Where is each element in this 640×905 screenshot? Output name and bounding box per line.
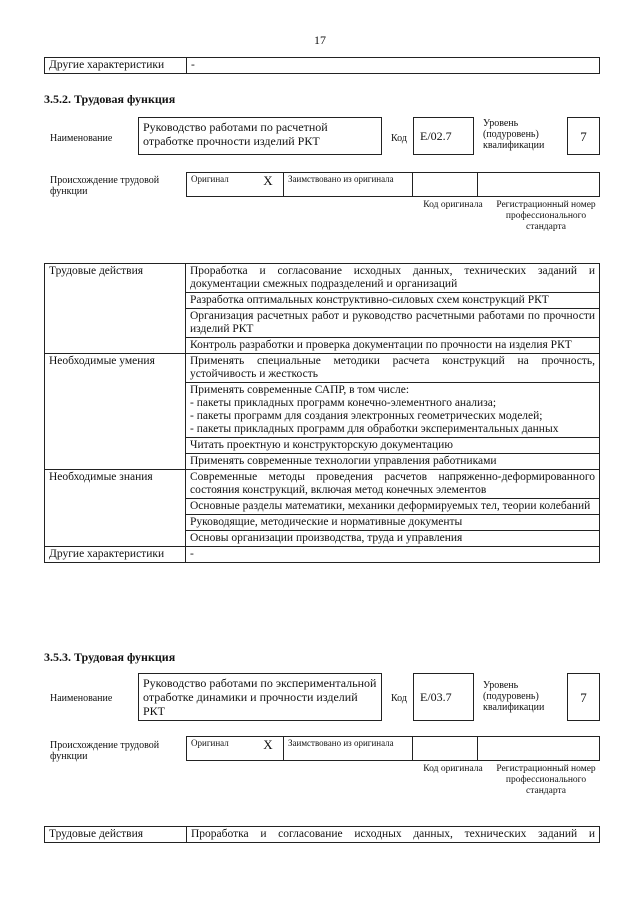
other-characteristics-value: - bbox=[186, 547, 600, 563]
labor-function-table bbox=[44, 263, 600, 563]
other-characteristics-label: Другие характеристики bbox=[45, 547, 186, 563]
labor-action-item: Разработка оптимальных конструктивно-силовых схем конструкций РКТ bbox=[186, 293, 600, 309]
labor-actions-label: Трудовые действия bbox=[45, 264, 186, 354]
labor-action-item: Проработка и согласование исходных данных, технических заданий и документации смежных подразделений и организаций bbox=[186, 264, 600, 293]
name-value: Руководство работами по экспериментальной отработке динамики и прочности изделий РКТ bbox=[138, 673, 382, 721]
section-title: 3.5.3. Трудовая функция bbox=[44, 650, 176, 664]
skill-item: Читать проектную и конструкторскую документацию bbox=[186, 438, 600, 454]
table-row bbox=[45, 470, 600, 499]
knowledge-item: Современные методы проведения расчетов напряженно-деформированного состояния конструкций, включая метод конечных элементов bbox=[186, 470, 600, 499]
original-code-caption: Код оригинала bbox=[423, 764, 483, 774]
code-label: Код bbox=[391, 693, 407, 704]
skill-item: Применять современные технологии управления работниками bbox=[186, 454, 600, 470]
level-label: Уровень (подуровень) квалификации bbox=[483, 680, 545, 713]
origin-label: Происхождение трудовой функции bbox=[50, 740, 160, 762]
page-number: 17 bbox=[314, 33, 326, 47]
code-value: E/03.7 bbox=[413, 673, 474, 721]
knowledge-item: Основы организации производства, труда и управления bbox=[186, 531, 600, 547]
registration-number-cell bbox=[478, 173, 600, 197]
original-label: Оригинал bbox=[187, 737, 254, 761]
original-code-caption: Код оригинала bbox=[423, 200, 483, 210]
registration-number-caption: Регистрационный номер профессионального стандарта bbox=[496, 200, 596, 232]
level-value: 7 bbox=[567, 117, 600, 155]
skills-label: Необходимые умения bbox=[45, 354, 186, 470]
other-characteristics-value: - bbox=[187, 58, 600, 74]
labor-actions-label: Трудовые действия bbox=[45, 827, 187, 843]
section-title: 3.5.2. Трудовая функция bbox=[44, 92, 176, 106]
name-label: Наименование bbox=[50, 693, 113, 704]
name-value: Руководство работами по расчетной отработке прочности изделий РКТ bbox=[138, 117, 382, 155]
original-mark: X bbox=[253, 737, 284, 761]
skill-item: Применять специальные методики расчета конструкций на прочность, устойчивость и жесткость bbox=[186, 354, 600, 383]
origin-table bbox=[186, 172, 600, 197]
registration-number-caption: Регистрационный номер профессионального стандарта bbox=[496, 764, 596, 796]
level-value: 7 bbox=[567, 673, 600, 721]
origin-label: Происхождение трудовой функции bbox=[50, 175, 160, 197]
labor-action-item: Контроль разработки и проверка документации по прочности на изделия РКТ bbox=[186, 338, 600, 354]
top-other-characteristics-table bbox=[44, 57, 600, 74]
level-label: Уровень (подуровень) квалификации bbox=[483, 118, 545, 151]
origin-table bbox=[186, 736, 600, 761]
borrowed-label: Заимствовано из оригинала bbox=[284, 173, 413, 197]
table-row bbox=[45, 354, 600, 383]
borrowed-label: Заимствовано из оригинала bbox=[284, 737, 413, 761]
skill-item: Применять современные САПР, в том числе: - пакеты прикладных программ конечно-элементного анализа; - пакеты программ для создания электронных геометрических моделей; - пакеты прикладных программ для обработки экспериментальных данных bbox=[186, 383, 600, 438]
original-code-cell bbox=[413, 737, 478, 761]
labor-action-item: Организация расчетных работ и руководство расчетными работами по прочности изделий РКТ bbox=[186, 309, 600, 338]
table-row bbox=[45, 547, 600, 563]
table-row bbox=[45, 264, 600, 293]
knowledge-item: Руководящие, методические и нормативные документы bbox=[186, 515, 600, 531]
original-label: Оригинал bbox=[187, 173, 254, 197]
other-characteristics-label: Другие характеристики bbox=[45, 58, 187, 74]
original-code-cell bbox=[413, 173, 478, 197]
code-value: E/02.7 bbox=[413, 117, 474, 155]
table-row bbox=[45, 827, 600, 843]
labor-function-table-continued bbox=[44, 826, 600, 843]
original-mark: X bbox=[253, 173, 284, 197]
knowledge-label: Необходимые знания bbox=[45, 470, 186, 547]
code-label: Код bbox=[391, 133, 407, 144]
name-label: Наименование bbox=[50, 133, 113, 144]
labor-action-item: Проработка и согласование исходных данных, технических заданий и bbox=[187, 827, 600, 843]
registration-number-cell bbox=[478, 737, 600, 761]
knowledge-item: Основные разделы математики, механики деформируемых тел, теории колебаний bbox=[186, 499, 600, 515]
